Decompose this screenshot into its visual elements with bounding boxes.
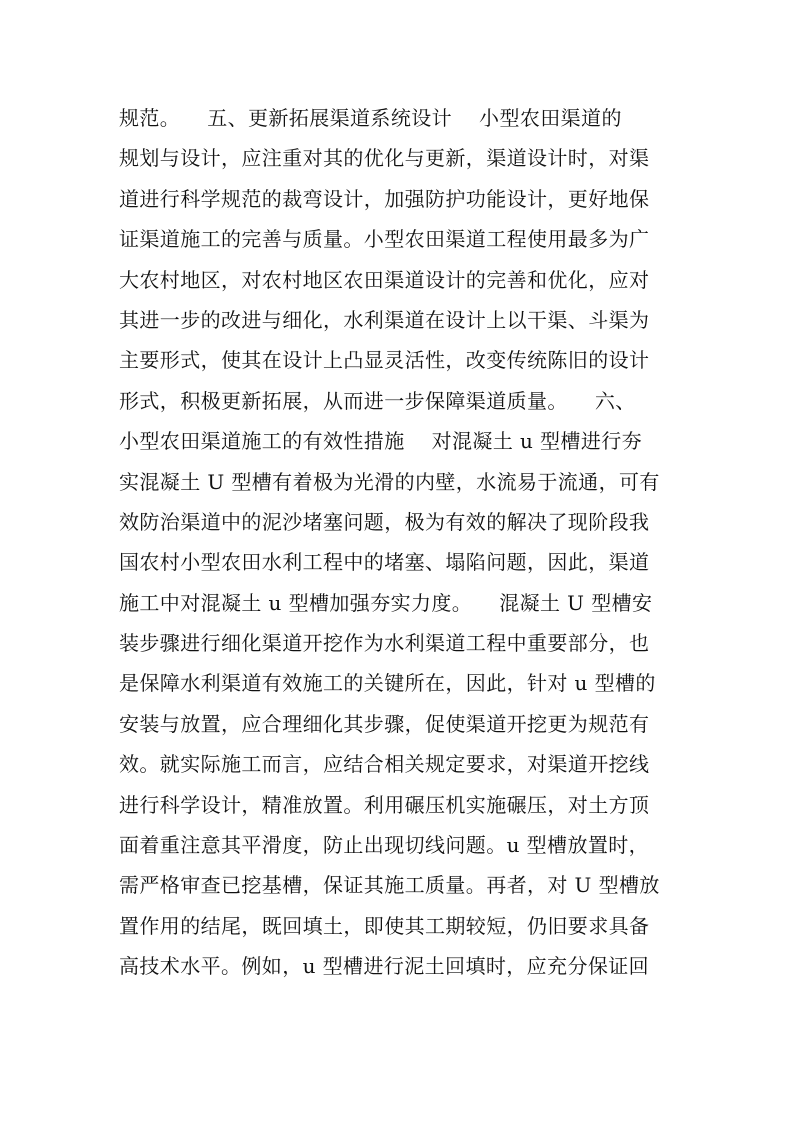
text-line: 需严格审查已挖基槽，保证其施工质量。再者，对 U 型槽放 (119, 873, 660, 898)
text-line: 主要形式，使其在设计上凸显灵活性，改变传统陈旧的设计 (119, 348, 650, 373)
text-line: 高技术水平。例如，u 型槽进行泥土回填时，应充分保证回 (119, 954, 650, 979)
text-line: 道进行科学规范的裁弯设计，加强防护功能设计，更好地保 (119, 186, 650, 211)
text-line: 大农村地区，对农村地区农田渠道设计的完善和优化，应对 (119, 267, 650, 292)
text-line: 小型农田渠道施工的有效性措施 对混凝土 u 型槽进行夯 (119, 429, 643, 454)
body-text (119, 98, 679, 987)
text-line: 国农村小型农田水利工程中的堵塞、塌陷问题，因此，渠道 (119, 550, 650, 575)
text-line: 效。就实际施工而言，应结合相关规定要求，对渠道开挖线 (119, 752, 650, 777)
text-line: 规划与设计，应注重对其的优化与更新，渠道设计时，对渠 (119, 146, 650, 171)
text-line: 安装与放置，应合理细化其步骤，促使渠道开挖更为规范有 (119, 711, 650, 736)
text-line: 其进一步的改进与细化，水利渠道在设计上以干渠、斗渠为 (119, 307, 650, 332)
text-line: 面着重注意其平滑度，防止出现切线问题。u 型槽放置时， (119, 833, 650, 858)
text-line: 装步骤进行细化渠道开挖作为水利渠道工程中重要部分，也 (119, 631, 650, 656)
text-line: 是保障水利渠道有效施工的关键所在，因此，针对 u 型槽的 (119, 671, 656, 696)
text-line: 效防治渠道中的泥沙堵塞问题，极为有效的解决了现阶段我 (119, 509, 650, 534)
text-line: 进行科学设计，精准放置。利用碾压机实施碾压，对土方顶 (119, 792, 650, 817)
text-line: 形式，积极更新拓展，从而进一步保障渠道质量。 六、 (119, 388, 636, 413)
text-line: 规范。 五、更新拓展渠道系统设计 小型农田渠道的 (119, 106, 622, 130)
text-line: 证渠道施工的完善与质量。小型农田渠道工程使用最多为广 (119, 227, 650, 252)
text-line: 置作用的结尾，既回填土，即使其工期较短，仍旧要求具备 (119, 913, 650, 938)
text-line: 施工中对混凝土 u 型槽加强夯实力度。 混凝土 U 型槽安 (119, 590, 653, 615)
text-line: 实混凝土 U 型槽有着极为光滑的内壁，水流易于流通，可有 (119, 469, 660, 494)
